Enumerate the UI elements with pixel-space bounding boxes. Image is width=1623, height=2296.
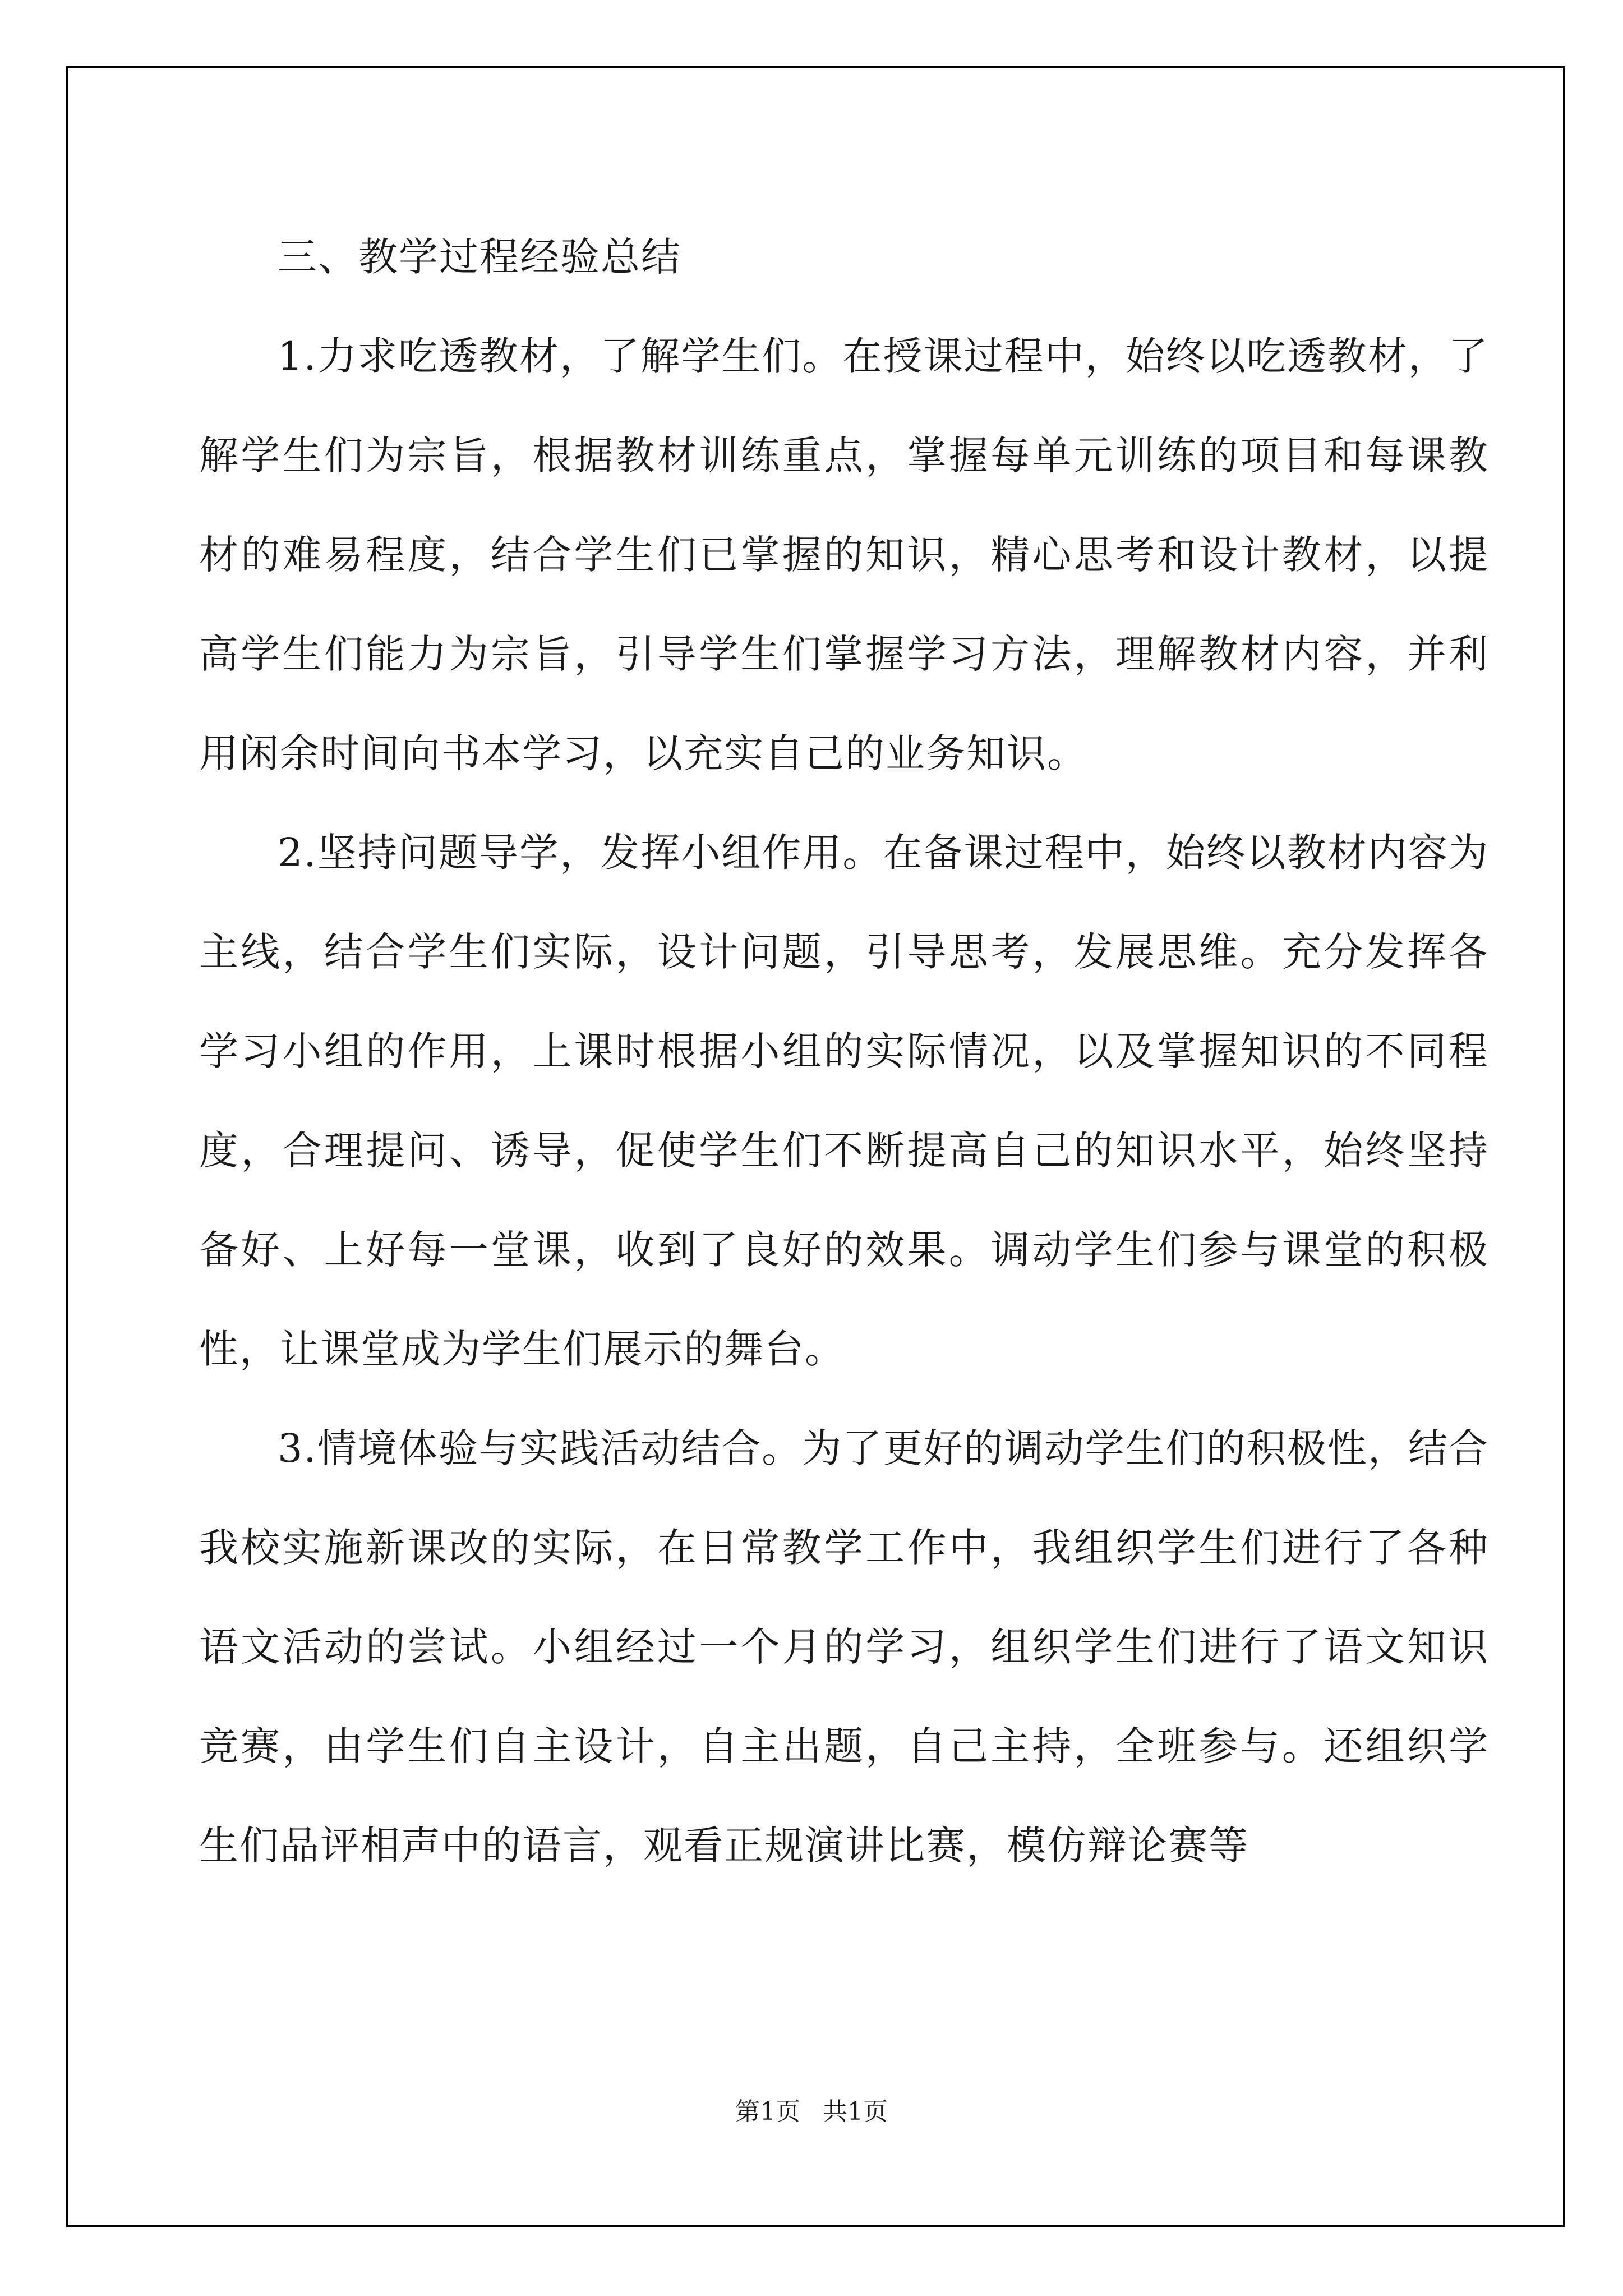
paragraph-2: 2.坚持问题导学，发挥小组作用。在备课过程中，始终以教材内容为主线，结合学生们实际，设计问题，引导思考，发展思维。充分发挥各学习小组的作用，上课时根据小组的实际情况，以及掌握知识的不同程度，合理提问、诱导，促使学生们不断提高自己的知识水平，始终坚持备好、上好每一堂课，收到了良好的效果。调动学生们参与课堂的积极性，让课堂成为学生们展示的舞台。 <box>199 830 1489 1372</box>
page-number: 第1页 <box>735 2097 800 2126</box>
document-body <box>199 208 1489 1895</box>
paragraph-1: 1.力求吃透教材，了解学生们。在授课过程中，始终以吃透教材，了解学生们为宗旨，根据教材训练重点，掌握每单元训练的项目和每课教材的难易程度，结合学生们已掌握的知识，精心思考和设计教材，以提高学生们能力为宗旨，引导学生们掌握学习方法，理解教材内容，并利用闲余时间向书本学习，以充实自己的业务知识。 <box>199 333 1489 776</box>
paragraph-3: 3.情境体验与实践活动结合。为了更好的调动学生们的积极性，结合我校实施新课改的实际，在日常教学工作中，我组织学生们进行了各种语文活动的尝试。小组经过一个月的学习，组织学生们进行了语文知识竞赛，由学生们自主设计，自主出题，自己主持，全班参与。还组织学生们品评相声中的语言，观看正规演讲比赛，模仿辩论赛等 <box>199 1425 1489 1869</box>
section-heading: 三、教学过程经验总结 <box>278 234 681 280</box>
page-footer <box>0 2095 1623 2129</box>
page-total: 共1页 <box>823 2097 888 2126</box>
